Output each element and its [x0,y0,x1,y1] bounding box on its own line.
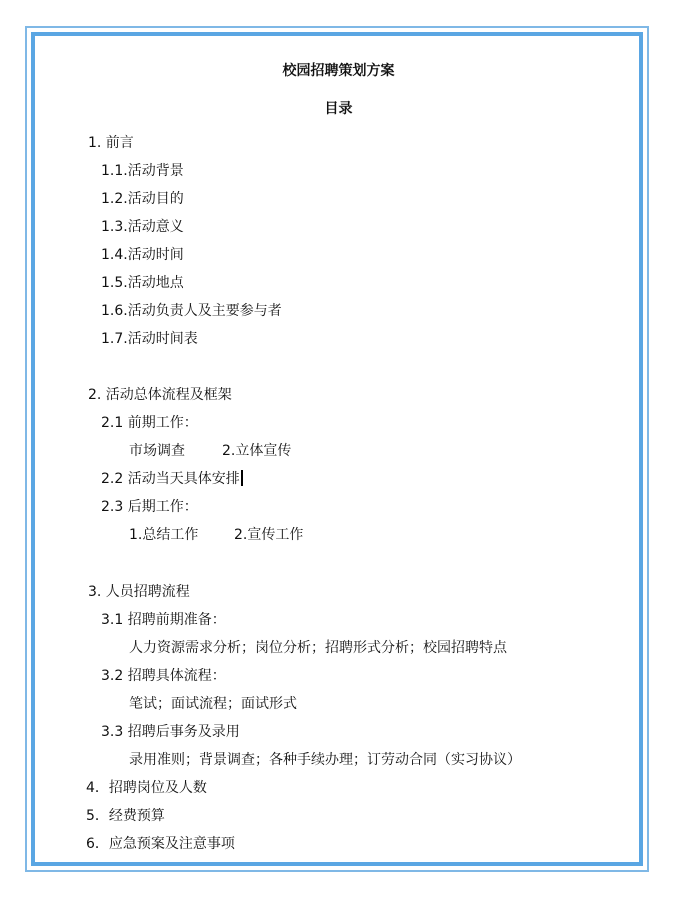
toc-section-5: 5．经费预算 [86,808,165,824]
toc-item-2-2 [101,470,243,488]
toc-item-3-3: 3.3 招聘后事务及录用 [101,724,240,740]
text-cursor [241,470,243,486]
toc-item-2-3: 2.3 后期工作： [101,499,198,515]
toc-section-1: 1. 前言 [88,135,134,151]
toc-item-2-1-b: 2.立体宣传 [222,443,292,459]
toc-section-3: 3. 人员招聘流程 [88,584,190,600]
toc-item-3-1: 3.1 招聘前期准备： [101,612,226,628]
toc-item-2-1-a: 市场调查 [129,443,185,459]
toc-item-1-1: 1.1.活动背景 [101,163,184,179]
toc-item-2-3-a: 1.总结工作 [129,527,199,543]
toc-item-1-5: 1.5.活动地点 [101,275,184,291]
toc-item-3-2: 3.2 招聘具体流程： [101,668,226,684]
toc-item-1-3: 1.3.活动意义 [101,219,184,235]
toc-item-1-4: 1.4.活动时间 [101,247,184,263]
toc-item-2-3-b: 2.宣传工作 [234,527,304,543]
toc-item-3-3-detail: 录用准则；背景调查；各种手续办理；订劳动合同（实习协议） [129,752,521,768]
toc-heading: 目录 [324,101,353,117]
toc-item-1-2: 1.2.活动目的 [101,191,184,207]
toc-item-3-2-detail: 笔试；面试流程；面试形式 [129,696,297,712]
toc-section-6: 6．应急预案及注意事项 [86,836,235,852]
document-title: 校园招聘策划方案 [282,63,395,79]
toc-item-2-2-text: 2.2 活动当天具体安排 [101,471,240,487]
toc-item-2-1: 2.1 前期工作： [101,415,198,431]
toc-section-2: 2. 活动总体流程及框架 [88,387,232,403]
toc-item-1-6: 1.6.活动负责人及主要参与者 [101,303,282,319]
toc-section-4: 4．招聘岗位及人数 [86,780,207,796]
toc-item-1-7: 1.7.活动时间表 [101,331,198,347]
toc-item-3-1-detail: 人力资源需求分析；岗位分析；招聘形式分析；校园招聘特点 [129,640,507,656]
